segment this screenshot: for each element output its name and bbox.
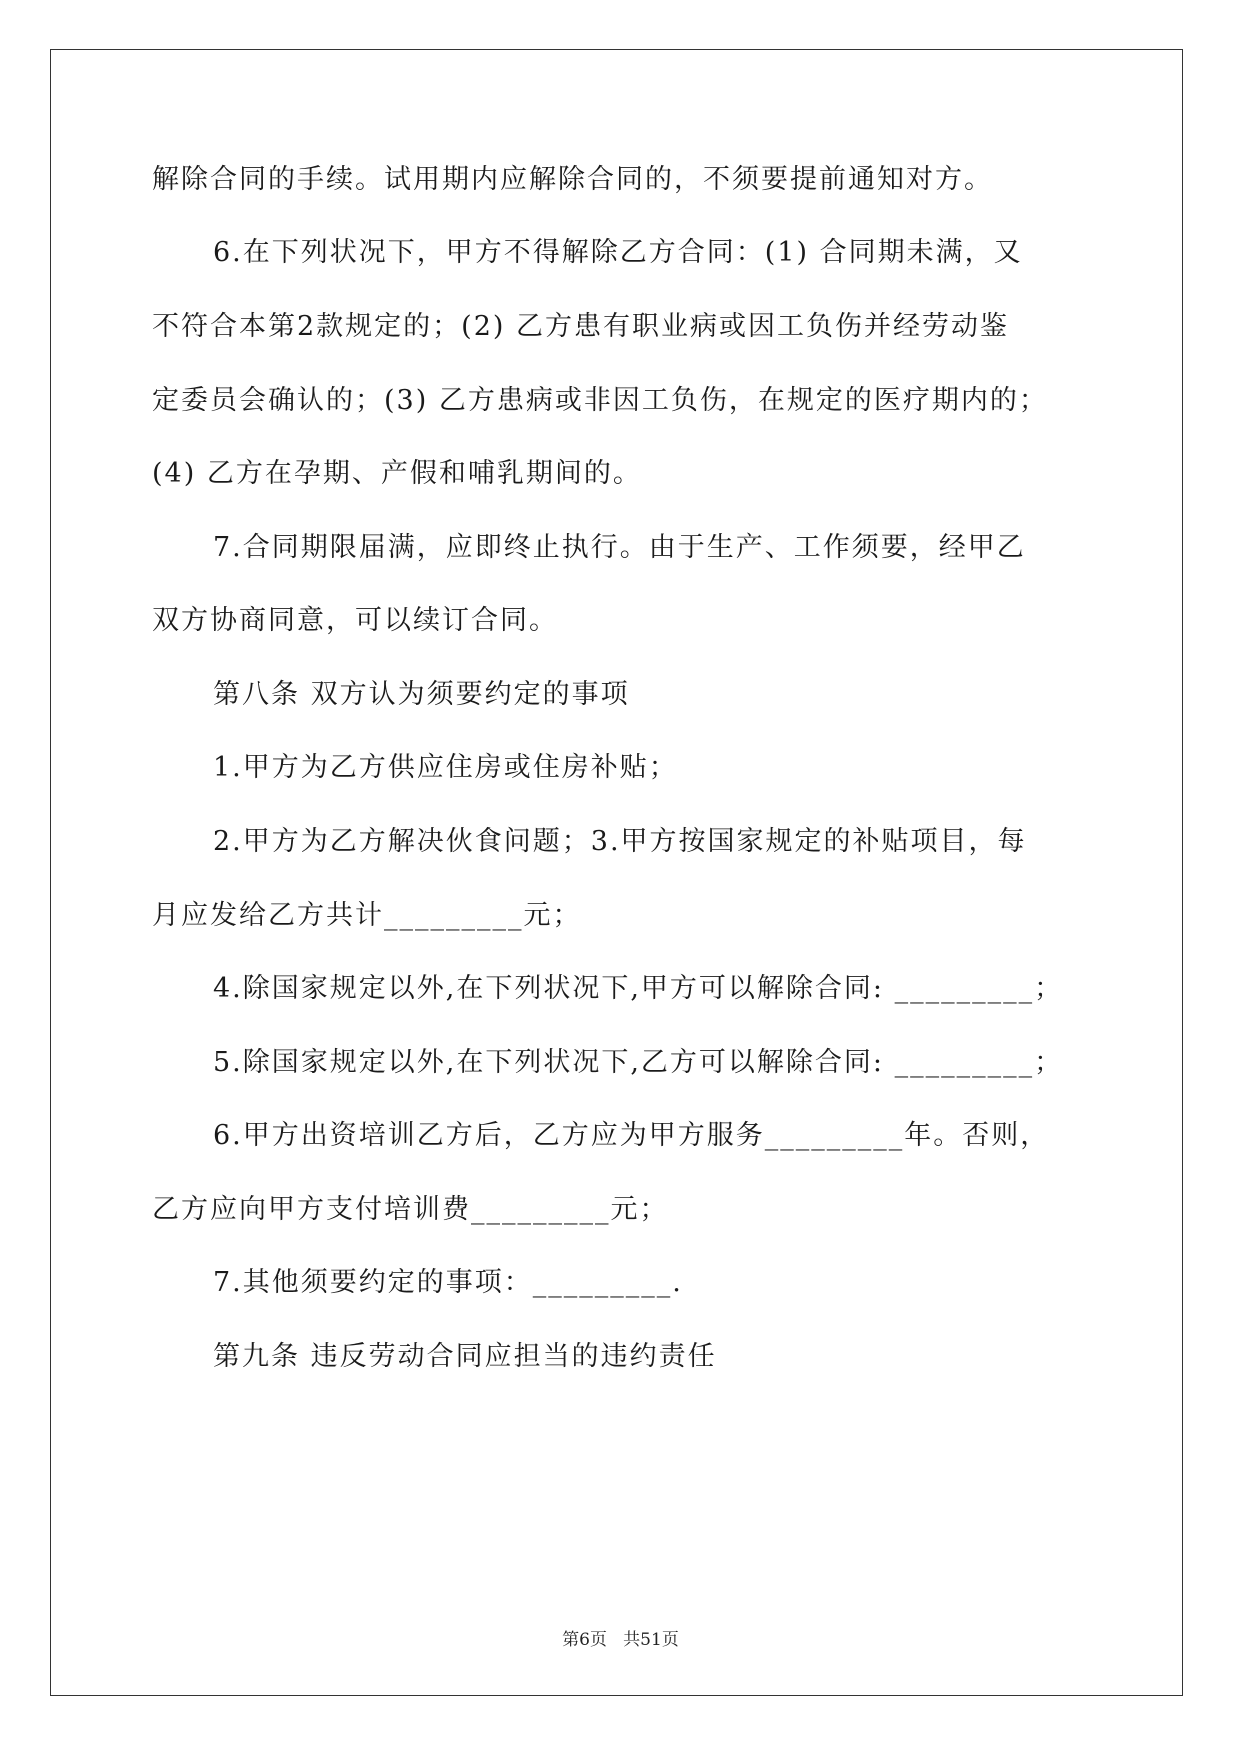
paragraph-line: 7.其他须要约定的事项：_________. [213, 1267, 683, 1298]
paragraph-line: 解除合同的手续。试用期内应解除合同的，不须要提前通知对方。 [152, 164, 993, 195]
page-border [50, 49, 1183, 1696]
paragraph-line: 5.除国家规定以外,在下列状况下,乙方可以解除合同: _________； [213, 1047, 1064, 1078]
page-number-footer: 第6页 共51页 [562, 1630, 679, 1650]
paragraph-line: 1.甲方为乙方供应住房或住房补贴； [213, 752, 678, 783]
paragraph-line: 2.甲方为乙方解决伙食问题；3.甲方按国家规定的补贴项目，每 [213, 826, 1027, 857]
paragraph-line: 6.甲方出资培训乙方后，乙方应为甲方服务_________年。否则， [213, 1120, 1050, 1151]
paragraph-line: 6.在下列状况下，甲方不得解除乙方合同：(1) 合同期未满，又 [213, 237, 1023, 268]
section-heading: 第八条 双方认为须要约定的事项 [213, 679, 630, 710]
paragraph-line: 4.除国家规定以外,在下列状况下,甲方可以解除合同: _________； [213, 973, 1064, 1004]
paragraph-line: 7.合同期限届满，应即终止执行。由于生产、工作须要，经甲乙 [213, 532, 1026, 563]
paragraph-line: 定委员会确认的；(3) 乙方患病或非因工负伤，在规定的医疗期内的； [152, 385, 1048, 416]
section-heading: 第九条 违反劳动合同应担当的违约责任 [213, 1341, 717, 1372]
paragraph-line: 月应发给乙方共计_________元； [152, 900, 582, 931]
paragraph-line: (4) 乙方在孕期、产假和哺乳期间的。 [152, 458, 642, 489]
paragraph-line: 不符合本第2款规定的；(2) 乙方患有职业病或因工负伤并经劳动鉴 [152, 311, 1010, 342]
paragraph-line: 乙方应向甲方支付培训费_________元； [152, 1194, 669, 1225]
paragraph-line: 双方协商同意，可以续订合同。 [152, 605, 558, 636]
